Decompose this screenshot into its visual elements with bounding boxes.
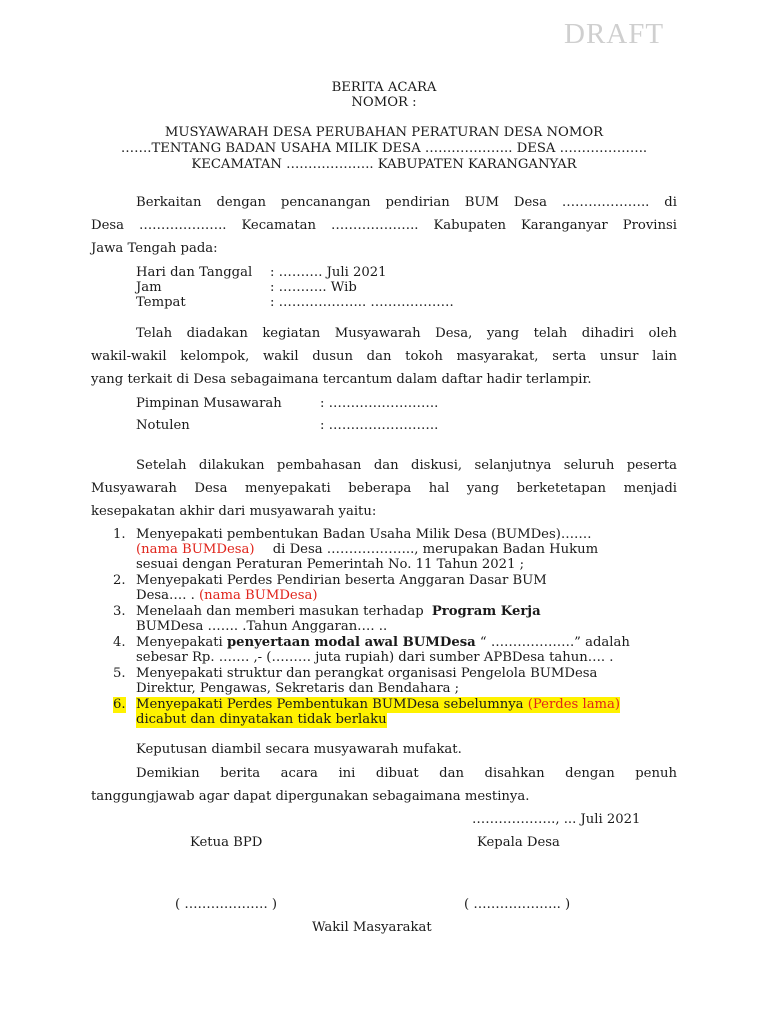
word: kegiatan	[262, 326, 321, 341]
word: acara	[280, 766, 318, 781]
word: Desa	[91, 218, 125, 233]
wakil-masyarakat-label: Wakil Masyarakat	[312, 920, 432, 935]
word: dengan	[216, 195, 266, 210]
pimpinan-value: : …………………….	[320, 396, 439, 411]
item3-program-kerja: Program Kerja	[431, 604, 541, 619]
word: diadakan	[186, 326, 248, 341]
word: yang	[486, 326, 520, 341]
word: yang	[466, 481, 500, 496]
item2-line1: Menyepakati Perdes Pendirian beserta Anggaran Dasar BUM	[136, 573, 547, 588]
word: menyepakati	[244, 481, 331, 496]
word: Desa	[194, 481, 228, 496]
doc-subject-line3: KECAMATAN ……………….. KABUPATEN KARANGANYAR	[191, 157, 577, 172]
item6-line1: Menyepakati Perdes Pembentukan BUMDesa sebelumnya (Perdes lama)	[136, 697, 621, 712]
tempat-value: : ……………….. ……………….	[270, 295, 454, 310]
word: ………………..	[138, 218, 227, 233]
word: dan	[373, 458, 399, 473]
para3-line3: kesepakatan akhir dari musyawarah yaitu:	[91, 504, 377, 519]
doc-title: BERITA ACARA	[331, 80, 437, 95]
word: pembahasan	[276, 458, 362, 473]
item6-number: 6.	[113, 697, 126, 712]
word: Demikian	[136, 766, 200, 781]
word: berketetapan	[516, 481, 607, 496]
tempat-label: Tempat	[136, 295, 186, 310]
word: dilakukan	[198, 458, 265, 473]
word: dihadiri	[581, 326, 634, 341]
notulen-value: : …………………….	[320, 418, 439, 433]
pimpinan-label: Pimpinan Musawarah	[136, 396, 282, 411]
word: lain	[652, 349, 677, 364]
item3-line2: BUMDesa ……. .Tahun Anggaran…. ..	[136, 619, 388, 634]
word: di	[664, 195, 677, 210]
word: berita	[220, 766, 261, 781]
item2-number: 2.	[113, 573, 126, 588]
para2-line3: yang terkait di Desa sebagaimana tercantum dalam daftar hadir terlampir.	[91, 372, 592, 387]
item4-modal-awal: penyertaan modal awal BUMDesa	[226, 635, 476, 650]
item2-line2: Desa…. . (nama BUMDesa)	[136, 588, 318, 603]
demikian-line2: tanggungjawab agar dapat dipergunakan sebagaimana mestinya.	[91, 789, 530, 804]
word: masyarakat,	[456, 349, 539, 364]
para1-line2	[91, 218, 677, 234]
word: Musyawarah	[334, 326, 421, 341]
word: diskusi,	[411, 458, 463, 473]
item4-number: 4.	[113, 635, 126, 650]
word: peserta	[626, 458, 677, 473]
word: Karanganyar	[520, 218, 608, 233]
word: tokoh	[405, 349, 443, 364]
word: kelompok,	[180, 349, 250, 364]
word: ini	[338, 766, 356, 781]
word: oleh	[648, 326, 677, 341]
draft-watermark: DRAFT	[564, 18, 665, 50]
word: BUM	[464, 195, 499, 210]
para3-line1	[136, 458, 677, 474]
item5-line2: Direktur, Pengawas, Sekretaris dan Bendahara ;	[136, 681, 460, 696]
ketua-bpd-label: Ketua BPD	[190, 835, 263, 850]
hari-label: Hari dan Tanggal	[136, 265, 253, 280]
jam-label: Jam	[136, 280, 162, 295]
word: Kecamatan	[241, 218, 317, 233]
signature-date: ………………., ... Juli 2021	[472, 812, 641, 827]
doc-subject-line2: …….TENTANG BADAN USAHA MILIK DESA ……………….. DESA ………………..	[120, 141, 648, 156]
word: Provinsi	[622, 218, 677, 233]
item4-line2: sebesar Rp. ……. ,- (……… juta rupiah) dari sumber APBDesa tahun…. .	[136, 650, 614, 665]
word: serta	[552, 349, 587, 364]
word: Berkaitan	[136, 195, 202, 210]
word: ………………..	[561, 195, 650, 210]
para1-line1	[136, 195, 677, 211]
jam-value: : ……….. Wib	[270, 280, 357, 295]
word: Telah	[136, 326, 173, 341]
item2-name-placeholder: (nama BUMDesa)	[198, 588, 318, 603]
notulen-label: Notulen	[136, 418, 190, 433]
kepala-desa-signature-blank: ( ……………….. )	[464, 897, 571, 912]
word: unsur	[599, 349, 639, 364]
word: hal	[428, 481, 450, 496]
item3-number: 3.	[113, 604, 126, 619]
word: dibuat	[375, 766, 419, 781]
word: dan	[439, 766, 464, 781]
doc-subject-line1: MUSYAWARAH DESA PERUBAHAN PERATURAN DESA NOMOR	[164, 125, 604, 140]
item5-line1: Menyepakati struktur dan perangkat organisasi Pengelola BUMDesa	[136, 666, 598, 681]
word: wakil-wakil	[91, 349, 167, 364]
word: wakil	[263, 349, 299, 364]
word: beberapa	[348, 481, 412, 496]
item1-line2: (nama BUMDesa) di Desa ……………….., merupakan Badan Hukum	[136, 542, 599, 557]
kepala-desa-label: Kepala Desa	[477, 835, 560, 850]
word: Desa	[513, 195, 547, 210]
ketua-bpd-signature-blank: ( ………………. )	[175, 897, 277, 912]
word: penuh	[635, 766, 677, 781]
word: dusun	[312, 349, 353, 364]
keputusan-text: Keputusan diambil secara musyawarah mufakat.	[136, 742, 462, 757]
item1-name-placeholder: (nama BUMDesa)	[136, 542, 255, 557]
word: Kabupaten	[433, 218, 506, 233]
item1-line3: sesuai dengan Peraturan Pemerintah No. 11 Tahun 2021 ;	[136, 557, 525, 572]
para1-line3: Jawa Tengah pada:	[91, 241, 218, 256]
hari-value: : ………. Juli 2021	[270, 265, 387, 280]
item6-old-perdes: (Perdes lama)	[527, 697, 621, 712]
item5-number: 5.	[113, 666, 126, 681]
para3-line2	[91, 481, 677, 497]
word: telah	[533, 326, 568, 341]
word: Desa,	[435, 326, 473, 341]
para2-line2	[91, 349, 677, 365]
word: dan	[366, 349, 392, 364]
doc-number: NOMOR :	[351, 95, 417, 110]
word: disahkan	[484, 766, 545, 781]
item3-line1: Menelaah dan memberi masukan terhadap Program Kerja	[136, 604, 541, 619]
word: pencanangan	[280, 195, 371, 210]
item1-line1: Menyepakati pembentukan Badan Usaha Milik Desa (BUMDes)…….	[136, 527, 592, 542]
demikian-line1	[136, 766, 677, 782]
word: pendirian	[385, 195, 450, 210]
item4-line1: Menyepakati penyertaan modal awal BUMDesa “ ……………….” adalah	[136, 635, 630, 650]
word: selanjutnya	[474, 458, 552, 473]
item1-number: 1.	[113, 527, 126, 542]
word: dengan	[565, 766, 615, 781]
para2-line1	[136, 326, 677, 342]
word: menjadi	[623, 481, 677, 496]
word: Setelah	[136, 458, 187, 473]
word: Musyawarah	[91, 481, 177, 496]
word: ………………..	[330, 218, 419, 233]
word: seluruh	[563, 458, 615, 473]
item6-line2: dicabut dan dinyatakan tidak berlaku	[136, 712, 387, 727]
